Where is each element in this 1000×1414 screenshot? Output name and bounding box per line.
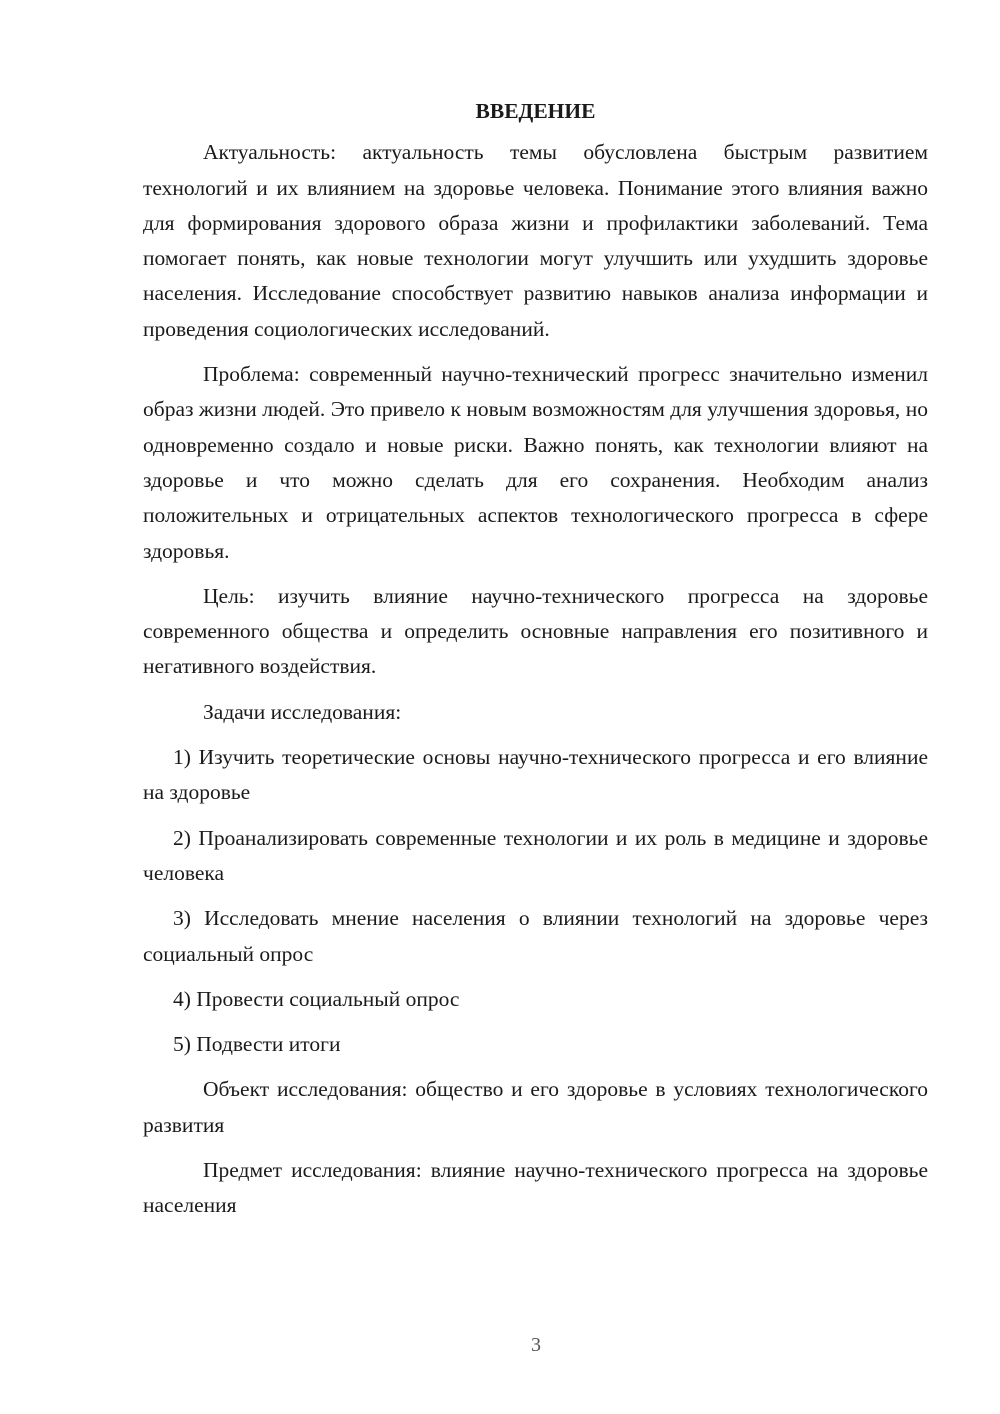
task-item: 1) Изучить теоретические основы научно-технического прогресса и его влияние на здоровье [143,745,928,805]
section-heading: ВВЕДЕНИЕ [475,99,596,123]
page-number: 3 [531,1334,541,1356]
goal-paragraph: Цель: изучить влияние научно-технического прогресса на здоровье современного общества и определить основные направления его позитивного и негативного воздействия. [143,583,928,679]
task-item: 3) Исследовать мнение населения о влиянии технологий на здоровье через социальный опрос [143,906,928,966]
task-item: 5) Подвести итоги [173,1032,341,1057]
task-item: 2) Проанализировать современные технологии и их роль в медицине и здоровье человека [143,825,928,885]
task-item: 4) Провести социальный опрос [173,986,460,1011]
tasks-title: Задачи исследования: [203,699,402,724]
relevance-paragraph: Актуальность: актуальность темы обусловлена быстрым развитием технологий и их влиянием на здоровье человека. Понимание этого влияния важно для формирования здорового образа жизни и профилактики заболеваний. Тема помогает понять, как новые технологии могут улучшить или ухудшить здоровье населения. Исследование способствует развитию навыков анализа информации и проведения социологических исследований. [143,140,928,341]
subject-paragraph: Предмет исследования: влияние научно-технического прогресса на здоровье населения [143,1158,928,1218]
problem-paragraph: Проблема: современный научно-технический прогресс значительно изменил образ жизни людей. Это привело к новым возможностям для улучшения здоровья, но одновременно создало и новые риски. Важно понять, как технологии влияют на здоровье и что можно сделать для его сохранения. Необходим анализ положительных и отрицательных аспектов технологического прогресса в сфере здоровья. [143,362,928,563]
document-page [143,94,928,1234]
object-paragraph: Объект исследования: общество и его здоровье в условиях технологического развития [143,1077,928,1137]
